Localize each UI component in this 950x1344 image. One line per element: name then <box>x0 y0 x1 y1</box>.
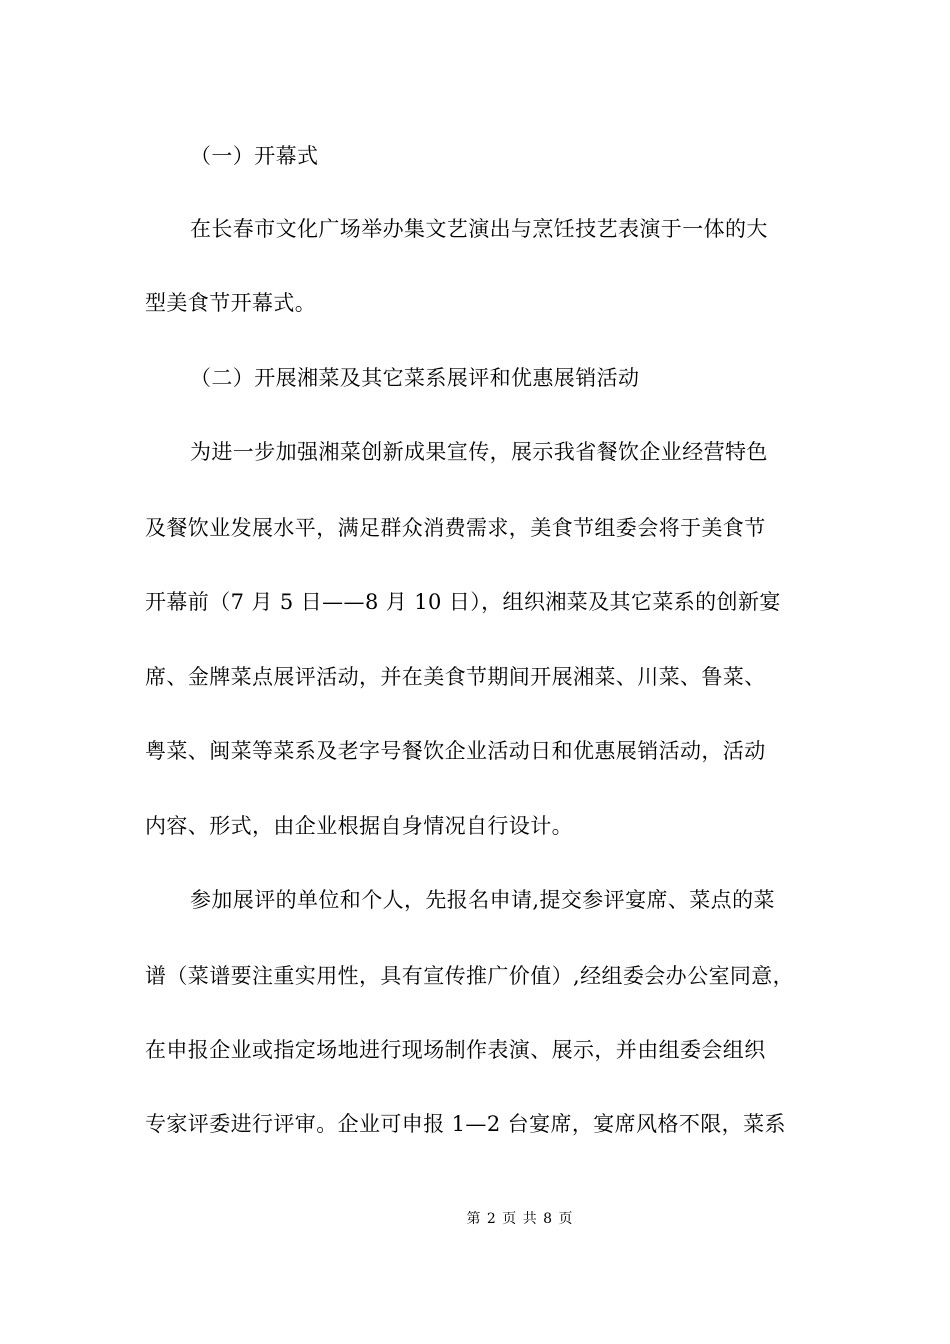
paragraph-line: 开幕前（7 月 5 日——8 月 10 日），组织湘菜及其它菜系的创新宴 <box>145 590 781 614</box>
paragraph-line: 谱（菜谱要注重实用性，具有宣传推广价值）,经组委会办公室同意， <box>145 964 795 988</box>
paragraph-line: 席、金牌菜点展评活动，并在美食节期间开展湘菜、川菜、鲁菜、 <box>145 665 766 689</box>
paragraph-line: 参加展评的单位和个人，先报名申请,提交参评宴席、菜点的菜 <box>190 888 775 912</box>
paragraph-line: 为进一步加强湘菜创新成果宣传，展示我省餐饮企业经营特色 <box>190 440 768 464</box>
paragraph-line: 专家评委进行评审。企业可申报 1—2 台宴席，宴席风格不限，菜系 <box>145 1112 786 1136</box>
paragraph-line: 粤菜、闽菜等菜系及老字号餐饮企业活动日和优惠展销活动，活动 <box>145 739 766 763</box>
paragraph-line: 在申报企业或指定场地进行现场制作表演、展示，并由组委会组织 <box>145 1038 766 1062</box>
paragraph-line: 在长春市文化广场举办集文艺演出与烹饪技艺表演于一体的大 <box>190 217 768 241</box>
page-number-footer: 第 2 页 共 8 页 <box>466 1211 574 1227</box>
paragraph-line: 型美食节开幕式。 <box>145 291 317 315</box>
paragraph-line: 内容、形式，由企业根据自身情况自行设计。 <box>145 814 573 838</box>
section-heading-opening-ceremony: （一）开幕式 <box>190 144 319 168</box>
section-heading-exhibition: （二）开展湘菜及其它菜系展评和优惠展销活动 <box>190 366 640 390</box>
paragraph-line: 及餐饮业发展水平，满足群众消费需求，美食节组委会将于美食节 <box>145 516 766 540</box>
